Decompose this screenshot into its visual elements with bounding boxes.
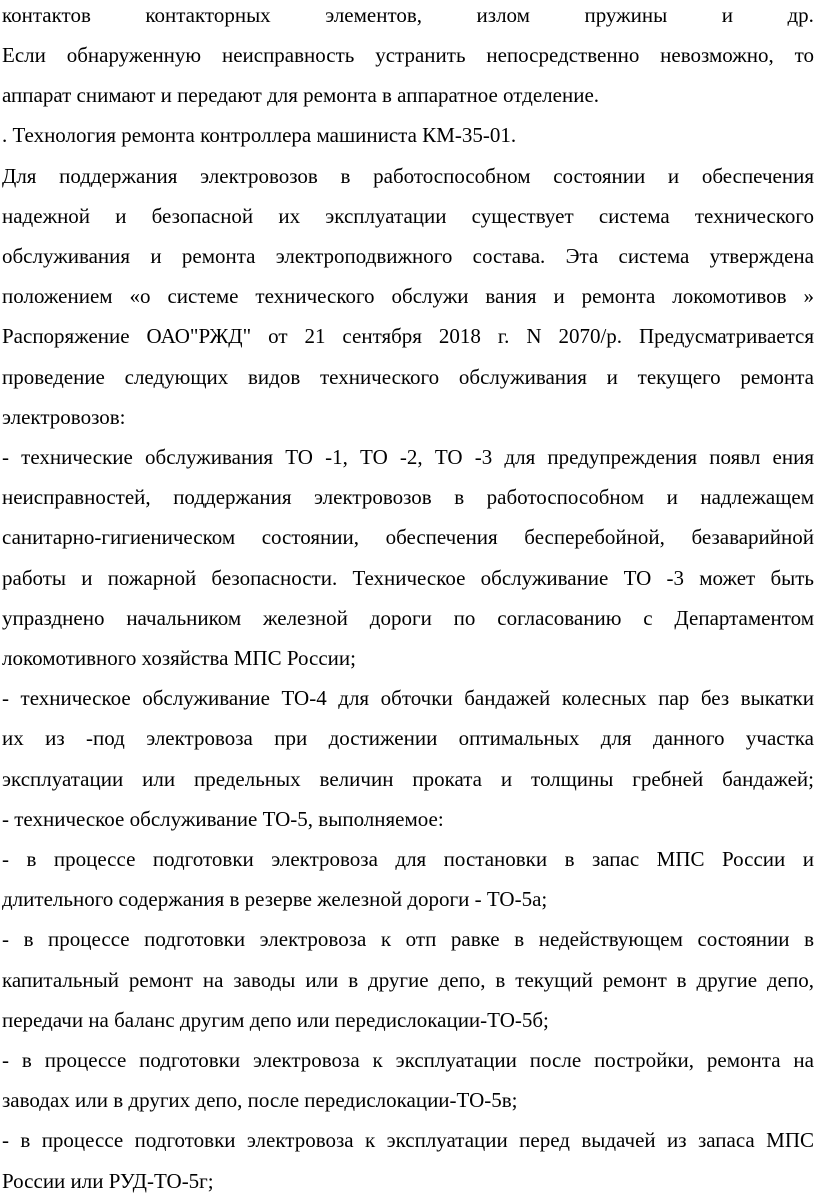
text-line: их из -под электровоза при достижении оптимальных для данного участка: [2, 726, 814, 750]
text-line: положением «о системе технического обслужи вания и ремонта локомотивов »: [2, 284, 814, 308]
text-line: упразднено начальником железной дороги по согласованию с Департаментом: [2, 606, 814, 630]
text-line: - техническое обслуживание ТО-4 для обточки бандажей колесных пар без выкатки: [2, 686, 814, 710]
text-line: локомотивного хозяйства МПС России;: [2, 646, 356, 670]
text-line: - в процессе подготовки электровоза к эксплуатации после постройки, ремонта на: [2, 1048, 814, 1072]
text-line: длительного содержания в резерве железной дороги - ТО-5а;: [2, 887, 548, 911]
text-line: - в процессе подготовки электровоза к эксплуатации перед выдачей из запаса МПС: [2, 1128, 814, 1152]
text-line: - техническое обслуживание ТО-5, выполняемое:: [2, 807, 444, 831]
text-line: Распоряжение ОАО"РЖД" от 21 сентября 2018 г. N 2070/р. Предусматривается: [2, 324, 814, 348]
text-line: заводах или в других депо, после передислокации-ТО-5в;: [2, 1088, 518, 1112]
text-line: надежной и безопасной их эксплуатации существует система технического: [2, 204, 814, 228]
text-line: Для поддержания электровозов в работоспособном состоянии и обеспечения: [2, 164, 814, 188]
text-line: - в процессе подготовки электровоза для постановки в запас МПС России и: [2, 847, 814, 871]
word: и: [721, 3, 733, 27]
text-line: обслуживания и ремонта электроподвижного состава. Эта система утверждена: [2, 244, 814, 268]
text-line: неисправностей, поддержания электровозов в работоспособном и надлежащем: [2, 485, 814, 509]
text-line: проведение следующих видов технического обслуживания и текущего ремонта: [2, 365, 814, 389]
text-line: передачи на баланс другим депо или передислокации-ТО-5б;: [2, 1008, 549, 1032]
text-line-first: [2, 3, 814, 27]
text-line: санитарно-гигиеническом состоянии, обеспечения бесперебойной, безаварийной: [2, 525, 814, 549]
text-line: электровозов:: [2, 405, 126, 429]
word: пружины: [584, 3, 668, 27]
text-line: капитальный ремонт на заводы или в другие депо, в текущий ремонт в другие депо,: [2, 968, 814, 992]
word: др.: [787, 3, 814, 27]
text-line: Если обнаруженную неисправность устранить непосредственно невозможно, то: [2, 43, 814, 67]
word: элементов,: [325, 3, 423, 27]
text-line: эксплуатации или предельных величин проката и толщины гребней бандажей;: [2, 767, 814, 791]
text-line: работы и пожарной безопасности. Техническое обслуживание ТО -3 может быть: [2, 566, 814, 590]
word: излом: [476, 3, 530, 27]
text-line: аппарат снимают и передают для ремонта в аппаратное отделение.: [2, 83, 600, 107]
text-line: России или РУД-ТО-5г;: [2, 1169, 214, 1193]
text-line: - в процессе подготовки электровоза к отп равке в недействующем состоянии в: [2, 927, 814, 951]
text-line: . Технология ремонта контроллера машиниста КМ-35-01.: [2, 123, 517, 147]
word: контакторных: [145, 3, 271, 27]
word: контактов: [2, 3, 91, 27]
text-line: - технические обслуживания ТО -1, ТО -2, ТО -3 для предупреждения появл ения: [2, 445, 814, 469]
